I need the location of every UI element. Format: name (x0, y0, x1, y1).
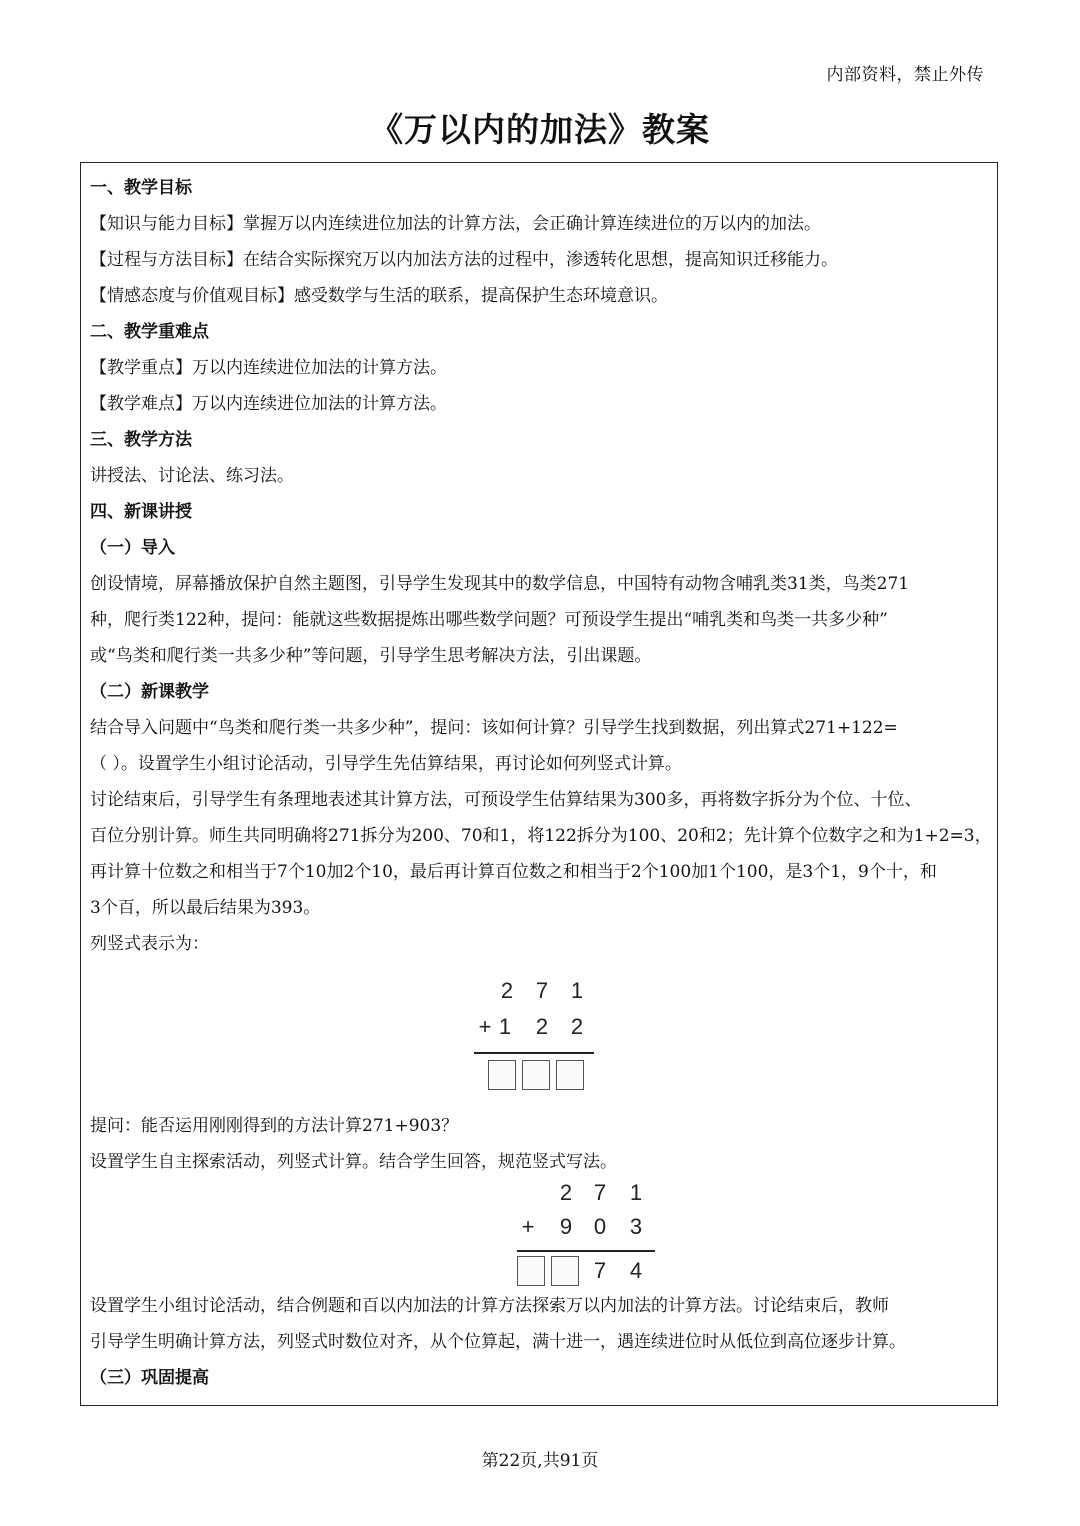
answer-box (517, 1256, 545, 1286)
calc2-digit: 9 (559, 1214, 573, 1239)
teach-line: （ ）。设置学生小组讨论活动，引导学生先估算结果，再讨论如何列竖式计算。 (90, 754, 682, 774)
intro-heading: （一）导入 (90, 538, 175, 558)
intro-line: 或“鸟类和爬行类一共多少种”等问题，引导学生思考解决方法，引出课题。 (90, 646, 652, 666)
confidential-note: 内部资料，禁止外传 (826, 65, 984, 85)
summary-line: 设置学生小组讨论活动，结合例题和百以内加法的计算方法探索万以内加法的计算方法。讨论结束后，教师 (90, 1296, 889, 1316)
vertical-label: 列竖式表示为： (90, 934, 209, 954)
intro-line: 创设情境，屏幕播放保护自然主题图，引导学生发现其中的数学信息，中国特有动物含哺乳类31类，鸟类271 (90, 574, 910, 594)
calc2-plus-sign: + (521, 1214, 535, 1239)
discuss-line: 百位分别计算。师生共同明确将271拆分为200、70和1，将122拆分为100、20和2；先计算个位数字之和为1+2=3， (90, 826, 992, 846)
calc1-sum-line (474, 1052, 594, 1054)
key-heading: 二、教学重难点 (90, 322, 209, 342)
vertical-calc-271-plus-903 (517, 1180, 667, 1288)
vertical-calc-271-plus-122 (474, 972, 604, 1100)
calc2-digit: 3 (629, 1214, 643, 1239)
answer-box (556, 1060, 584, 1090)
lesson-plan-body (90, 170, 990, 1396)
discuss-line: 3个百，所以最后结果为393。 (90, 898, 321, 918)
answer-box (488, 1060, 516, 1090)
teach-heading: （二）新课教学 (90, 682, 209, 702)
calc1-digit: 1 (498, 1014, 512, 1039)
calc1-digit: 2 (500, 978, 514, 1003)
explore-text: 设置学生自主探索活动，列竖式计算。结合学生回答，规范竖式写法。 (90, 1152, 617, 1172)
new-lesson-heading: 四、新课讲授 (90, 502, 192, 522)
calc1-plus-sign: + (478, 1014, 492, 1039)
goals-heading: 一、教学目标 (90, 178, 192, 198)
consolidate-heading: （三）巩固提高 (90, 1368, 209, 1388)
calc2-digit: 1 (629, 1180, 643, 1205)
goal-process: 【过程与方法目标】在结合实际探究万以内加法方法的过程中，渗透转化思想，提高知识迁移能力。 (90, 250, 838, 270)
summary-line: 引导学生明确计算方法，列竖式时数位对齐，从个位算起，满十进一，遇连续进位时从低位到高位逐步计算。 (90, 1332, 906, 1352)
goal-knowledge: 【知识与能力目标】掌握万以内连续进位加法的计算方法，会正确计算连续进位的万以内的加法。 (90, 214, 821, 234)
calc2-digit: 7 (593, 1180, 607, 1205)
question-271-plus-903: 提问：能否运用刚刚得到的方法计算271+903？ (90, 1116, 459, 1136)
discuss-line: 讨论结束后，引导学生有条理地表述其计算方法，可预设学生估算结果为300多，再将数字拆分为个位、十位、 (90, 790, 922, 810)
answer-box (522, 1060, 550, 1090)
calc1-digit: 2 (570, 1014, 584, 1039)
calc2-digit: 2 (559, 1180, 573, 1205)
calc2-sum-line (517, 1250, 655, 1252)
calc1-digit: 7 (535, 978, 549, 1003)
document-title: 《万以内的加法》教案 (370, 110, 710, 149)
calc1-digit: 1 (570, 978, 584, 1003)
key-point: 【教学重点】万以内连续进位加法的计算方法。 (90, 358, 447, 378)
calc2-result-digit: 7 (593, 1258, 607, 1283)
teach-line: 结合导入问题中“鸟类和爬行类一共多少种”，提问：该如何计算？引导学生找到数据，列出算式271+122= (90, 718, 898, 738)
method-heading: 三、教学方法 (90, 430, 192, 450)
discuss-line: 再计算十位数之和相当于7个10加2个10，最后再计算百位数之和相当于2个100加1个100，是3个1，9个十，和 (90, 862, 937, 882)
intro-line: 种，爬行类122种，提问：能就这些数据提炼出哪些数学问题？可预设学生提出“哺乳类和鸟类一共多少种” (90, 610, 888, 630)
answer-box (551, 1256, 579, 1286)
goal-emotion: 【情感态度与价值观目标】感受数学与生活的联系，提高保护生态环境意识。 (90, 286, 668, 306)
difficult-point: 【教学难点】万以内连续进位加法的计算方法。 (90, 394, 447, 414)
calc2-result-digit: 4 (629, 1258, 643, 1283)
methods-text: 讲授法、讨论法、练习法。 (90, 466, 294, 486)
calc2-digit: 0 (593, 1214, 607, 1239)
page-number: 第22页,共91页 (481, 1451, 599, 1471)
calc1-digit: 2 (535, 1014, 549, 1039)
